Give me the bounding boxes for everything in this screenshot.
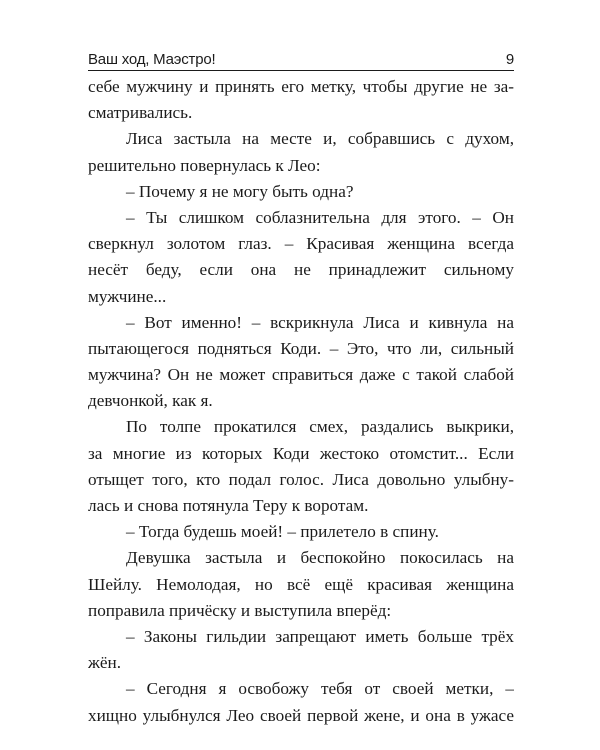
text-line: – Вот именно! – вскрикнула Лиса и кивнула на	[126, 312, 514, 332]
text-line: – Почему я не могу быть одна?	[126, 181, 354, 201]
running-title: Ваш ход, Маэстро!	[88, 51, 216, 68]
text-line: Шейлу. Немолодая, но всё ещё красивая женщина	[88, 574, 514, 594]
text-line: решительно повернулась к Лео:	[88, 155, 321, 175]
text-line: Девушка застыла и беспокойно покосилась на	[126, 548, 514, 568]
text-line: сматривались.	[88, 103, 193, 123]
text-line: лась и снова потянула Теру к воротам.	[88, 496, 369, 515]
running-header	[88, 44, 514, 68]
text-line: себе мужчину и принять его метку, чтобы другие не за-	[88, 77, 514, 96]
text-line: хищно улыбнулся Лео своей первой жене, и она в ужасе	[88, 705, 514, 725]
text-line: за многие из которых Коди жестоко отомстит... Если	[88, 443, 514, 463]
text-line: – Законы гильдии запрещают иметь больше трёх	[126, 626, 514, 646]
text-line: поправила причёску и выступила вперёд:	[88, 600, 392, 620]
text-line: пытающегося подняться Коди. – Это, что ли, сильный	[88, 338, 514, 358]
text-line: – Сегодня я освобожу тебя от своей метки, –	[126, 679, 514, 699]
text-line: Лиса застыла на месте и, собравшись с духом,	[126, 129, 514, 149]
header-rule	[88, 70, 514, 71]
text-line: жён.	[88, 653, 121, 673]
text-line: мужчине...	[88, 286, 167, 306]
text-line: По толпе прокатился смех, раздались выкрики,	[126, 417, 514, 437]
body-text	[88, 74, 514, 729]
page-number: 9	[505, 51, 514, 68]
text-line: – Ты слишком соблазнительна для этого. – Он	[126, 207, 514, 227]
text-line: сверкнул золотом глаз. – Красивая женщина всегда	[88, 234, 514, 254]
text-line: несёт беду, если она не принадлежит сильному	[88, 260, 514, 280]
text-line: – Тогда будешь моей! – прилетело в спину.	[126, 522, 439, 542]
text-line: девчонкой, как я.	[88, 391, 213, 411]
text-line: мужчина? Он не может справиться даже с такой слабой	[88, 365, 514, 385]
text-line: отыщет того, кто подал голос. Лиса довольно улыбну-	[88, 469, 514, 489]
